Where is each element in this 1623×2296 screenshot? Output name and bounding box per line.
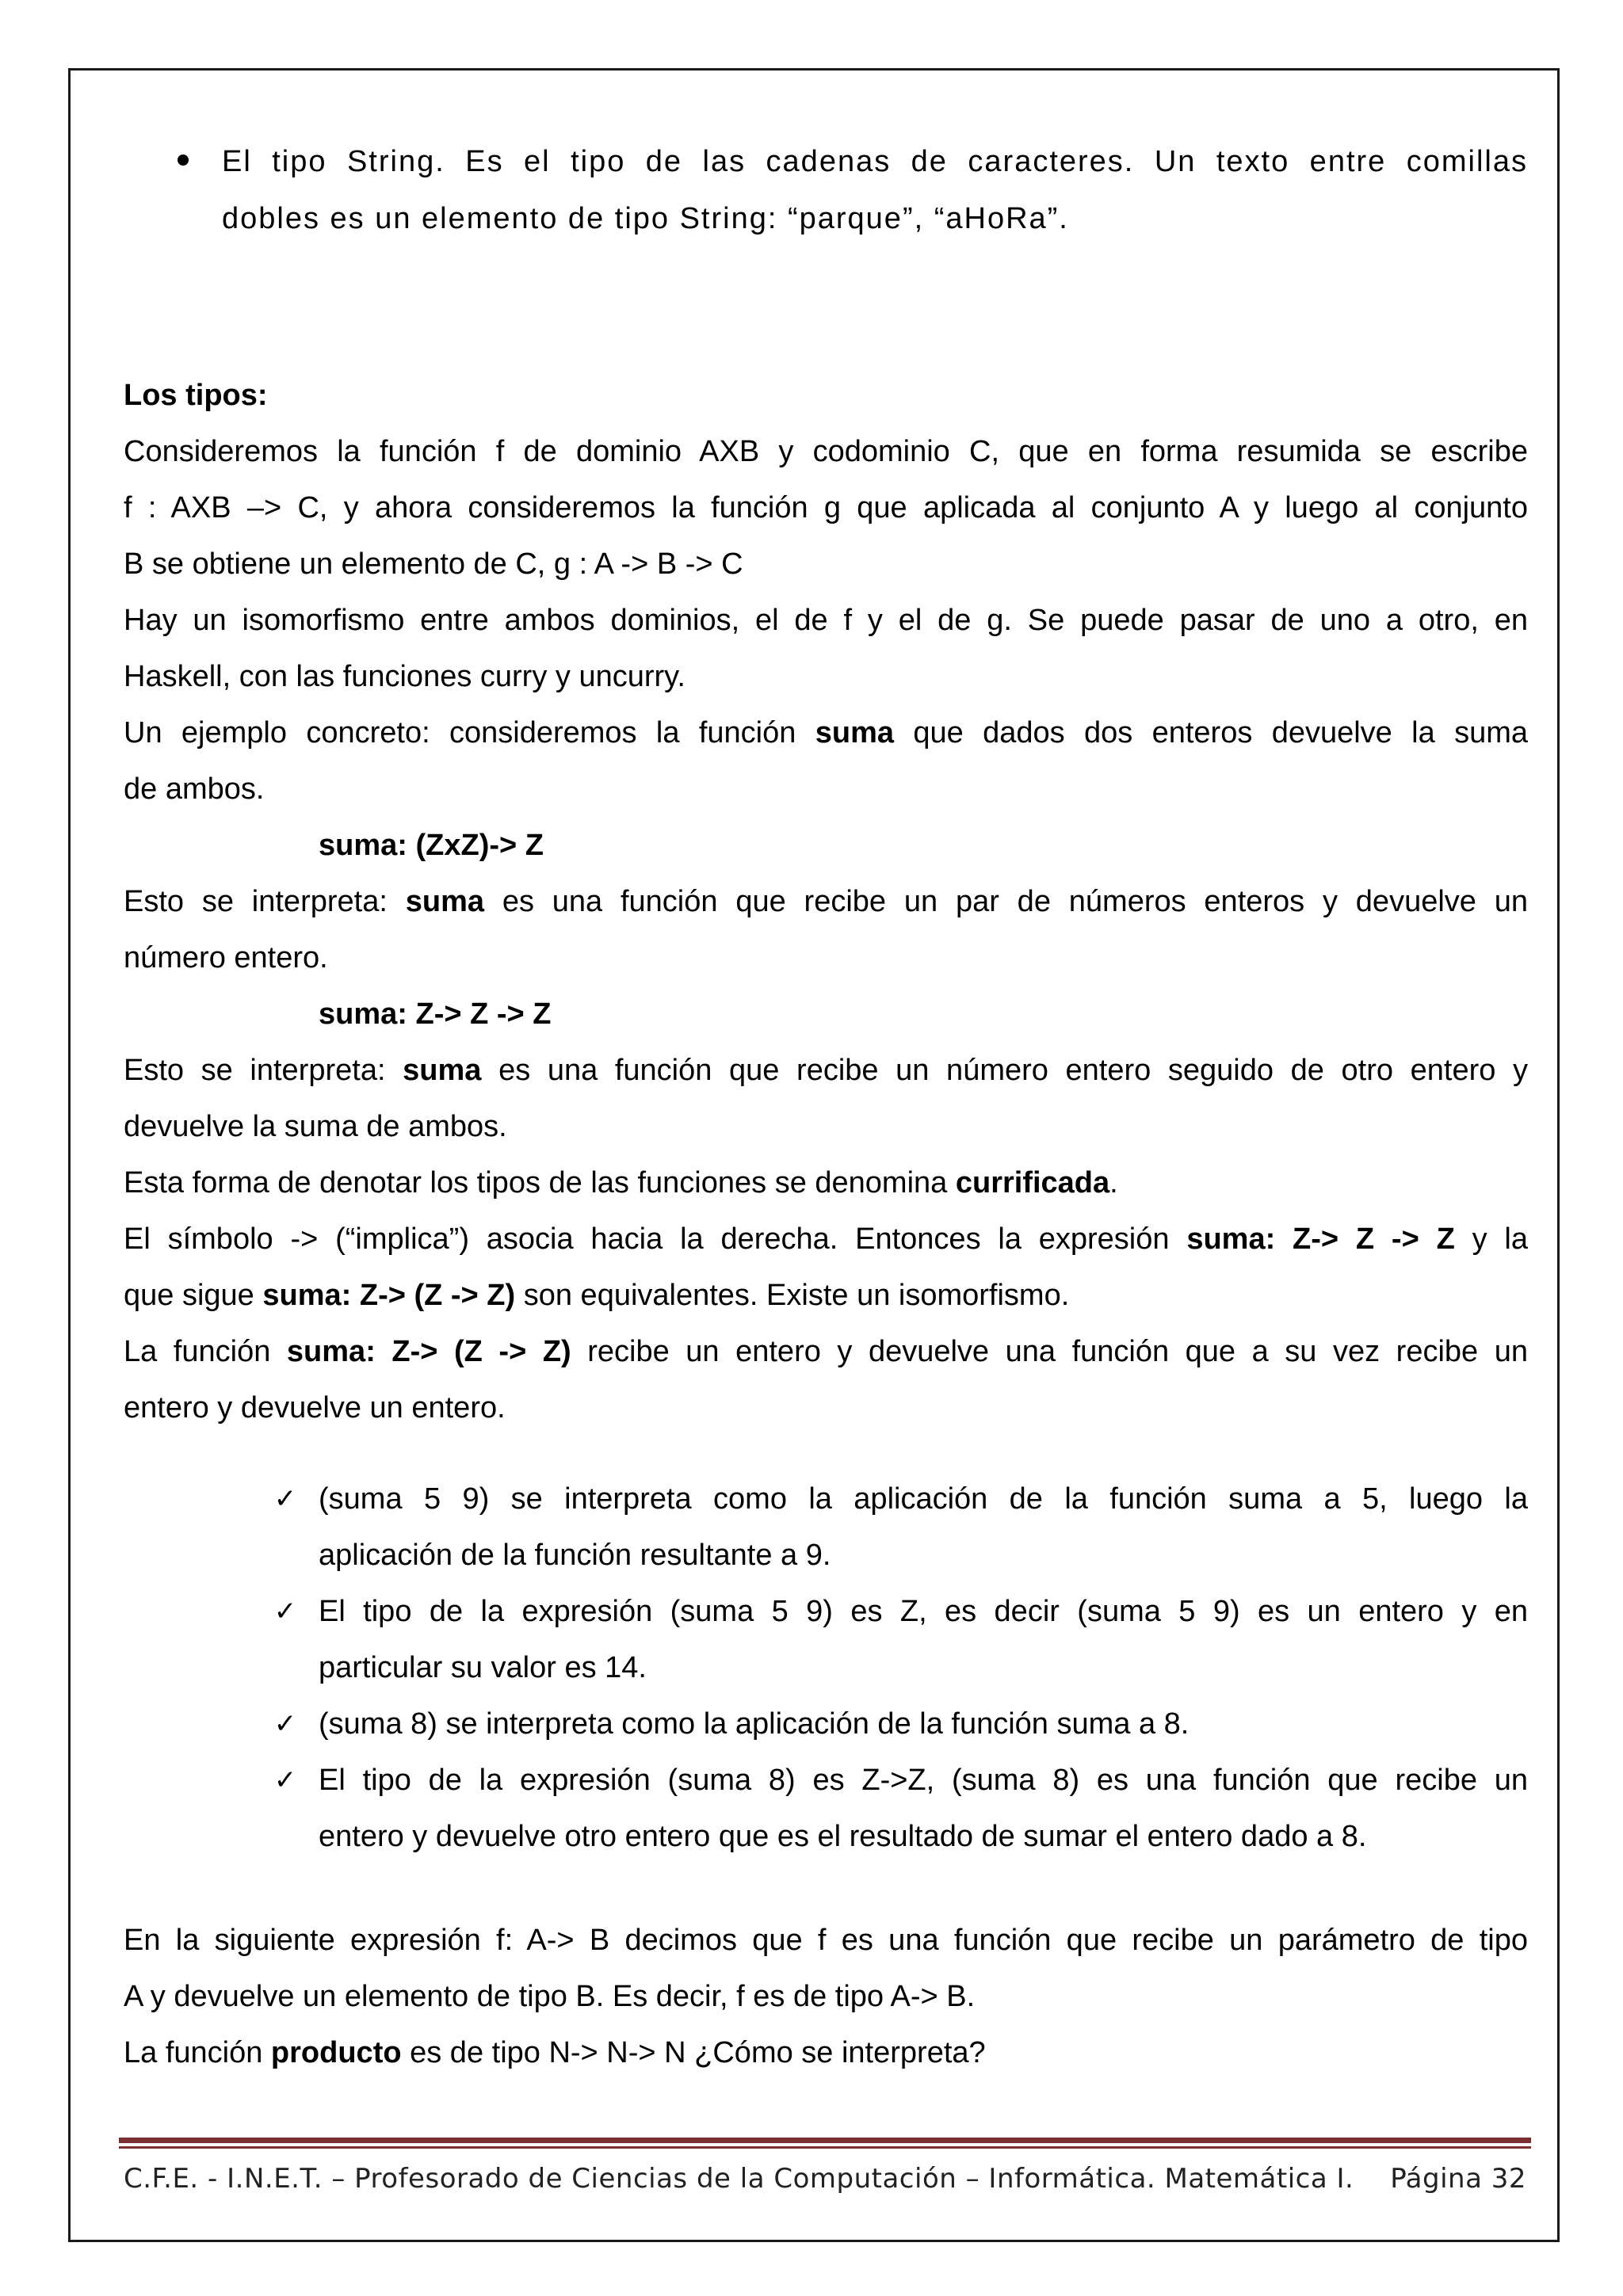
paragraph-interpretation-1: Esto se interpreta: suma es una función que recibe un par de números enteros y devuelve un número entero. — [124, 885, 1528, 974]
paragraph-isomorphism: Hay un isomorfismo entre ambos dominios, el de f y el de g. Se puede pasar de uno a otro, en Haskell, con las funciones curry y uncurry. — [124, 604, 1528, 693]
paragraph-interpretation-2: Esto se interpreta: suma es una función que recibe un número entero seguido de otro entero y devuelve la suma de ambos. — [124, 1054, 1529, 1143]
list-item: ✓ (suma 5 9) se interpreta como la aplicación de la función suma a 5, luego la aplicación de la función resultante a 9. — [319, 1471, 1528, 1584]
check-icon: ✓ — [273, 1596, 297, 1627]
page-number: Página 32 — [1390, 2163, 1526, 2195]
list-item: ✓ El tipo de la expresión (suma 5 9) es Z, es decir (suma 5 9) es un entero y en particular su valor es 14. — [319, 1584, 1528, 1696]
footer-rule-thin — [119, 2146, 1531, 2149]
check-list — [124, 1471, 1528, 1865]
paragraph-closing: En la siguiente expresión f: A-> B decimos que f es una función que recibe un parámetro de tipo A y devuelve un elemento de tipo B. Es decir, f es de tipo A-> B. La función producto es de tipo N-> N-> N ¿Cómo se interpreta? — [124, 1924, 1528, 2069]
bullet-icon — [178, 154, 189, 166]
bullet-line: dobles es un elemento de tipo String: “parque”, “aHoRa”. — [222, 202, 1069, 235]
page-footer — [124, 2157, 1526, 2201]
footer-rule — [119, 2138, 1531, 2143]
paragraph-functions: Consideremos la función f de dominio AXB y codominio C, que en forma resumida se escribe f : AXB –> C, y ahora consideremos la función g que aplicada al conjunto A y luego al conjunto B se obtiene un elemento de C, g : A -> B -> C — [124, 435, 1528, 581]
paragraph-example: Un ejemplo concreto: consideremos la función suma que dados dos enteros devuelve la suma de ambos. — [124, 716, 1528, 806]
check-icon: ✓ — [273, 1764, 297, 1796]
page-content — [124, 133, 1528, 2081]
list-item: ✓ (suma 8) se interpreta como la aplicación de la función suma a 8. — [319, 1696, 1528, 1753]
formula-suma-pair: suma: (ZxZ)-> Z — [319, 829, 544, 862]
check-icon: ✓ — [273, 1708, 297, 1740]
paragraph-suma-returns-function: La función suma: Z-> (Z -> Z) recibe un entero y devuelve una función que a su vez recibe un entero y devuelve un entero. — [124, 1335, 1528, 1425]
section-heading: Los tipos: — [124, 379, 268, 412]
term-producto: producto — [270, 2036, 402, 2069]
paragraph-currified: Esta forma de denotar los tipos de las funciones se denomina currificada. — [124, 1166, 1118, 1199]
term-suma: suma — [815, 716, 894, 749]
check-icon: ✓ — [273, 1483, 297, 1515]
formula-suma-curried: suma: Z-> Z -> Z — [319, 997, 552, 1031]
footer-course: C.F.E. - I.N.E.T. – Profesorado de Ciencias de la Computación – Informática. Matemática I. — [124, 2163, 1354, 2195]
bullet-item-string — [124, 133, 1528, 247]
bullet-line: El tipo String. Es el tipo de las cadenas de caracteres. Un texto entre comillas — [222, 145, 1528, 178]
paragraph-associativity: El símbolo -> (“implica”) asocia hacia la derecha. Entonces la expresión suma: Z-> Z -> Z y la que sigue suma: Z-> (Z -> Z) son equivalentes. Existe un isomorfismo. — [124, 1222, 1528, 1312]
list-item: ✓ El tipo de la expresión (suma 8) es Z->Z, (suma 8) es una función que recibe un entero y devuelve otro entero que es el resultado de sumar el entero dado a 8. — [319, 1753, 1528, 1865]
